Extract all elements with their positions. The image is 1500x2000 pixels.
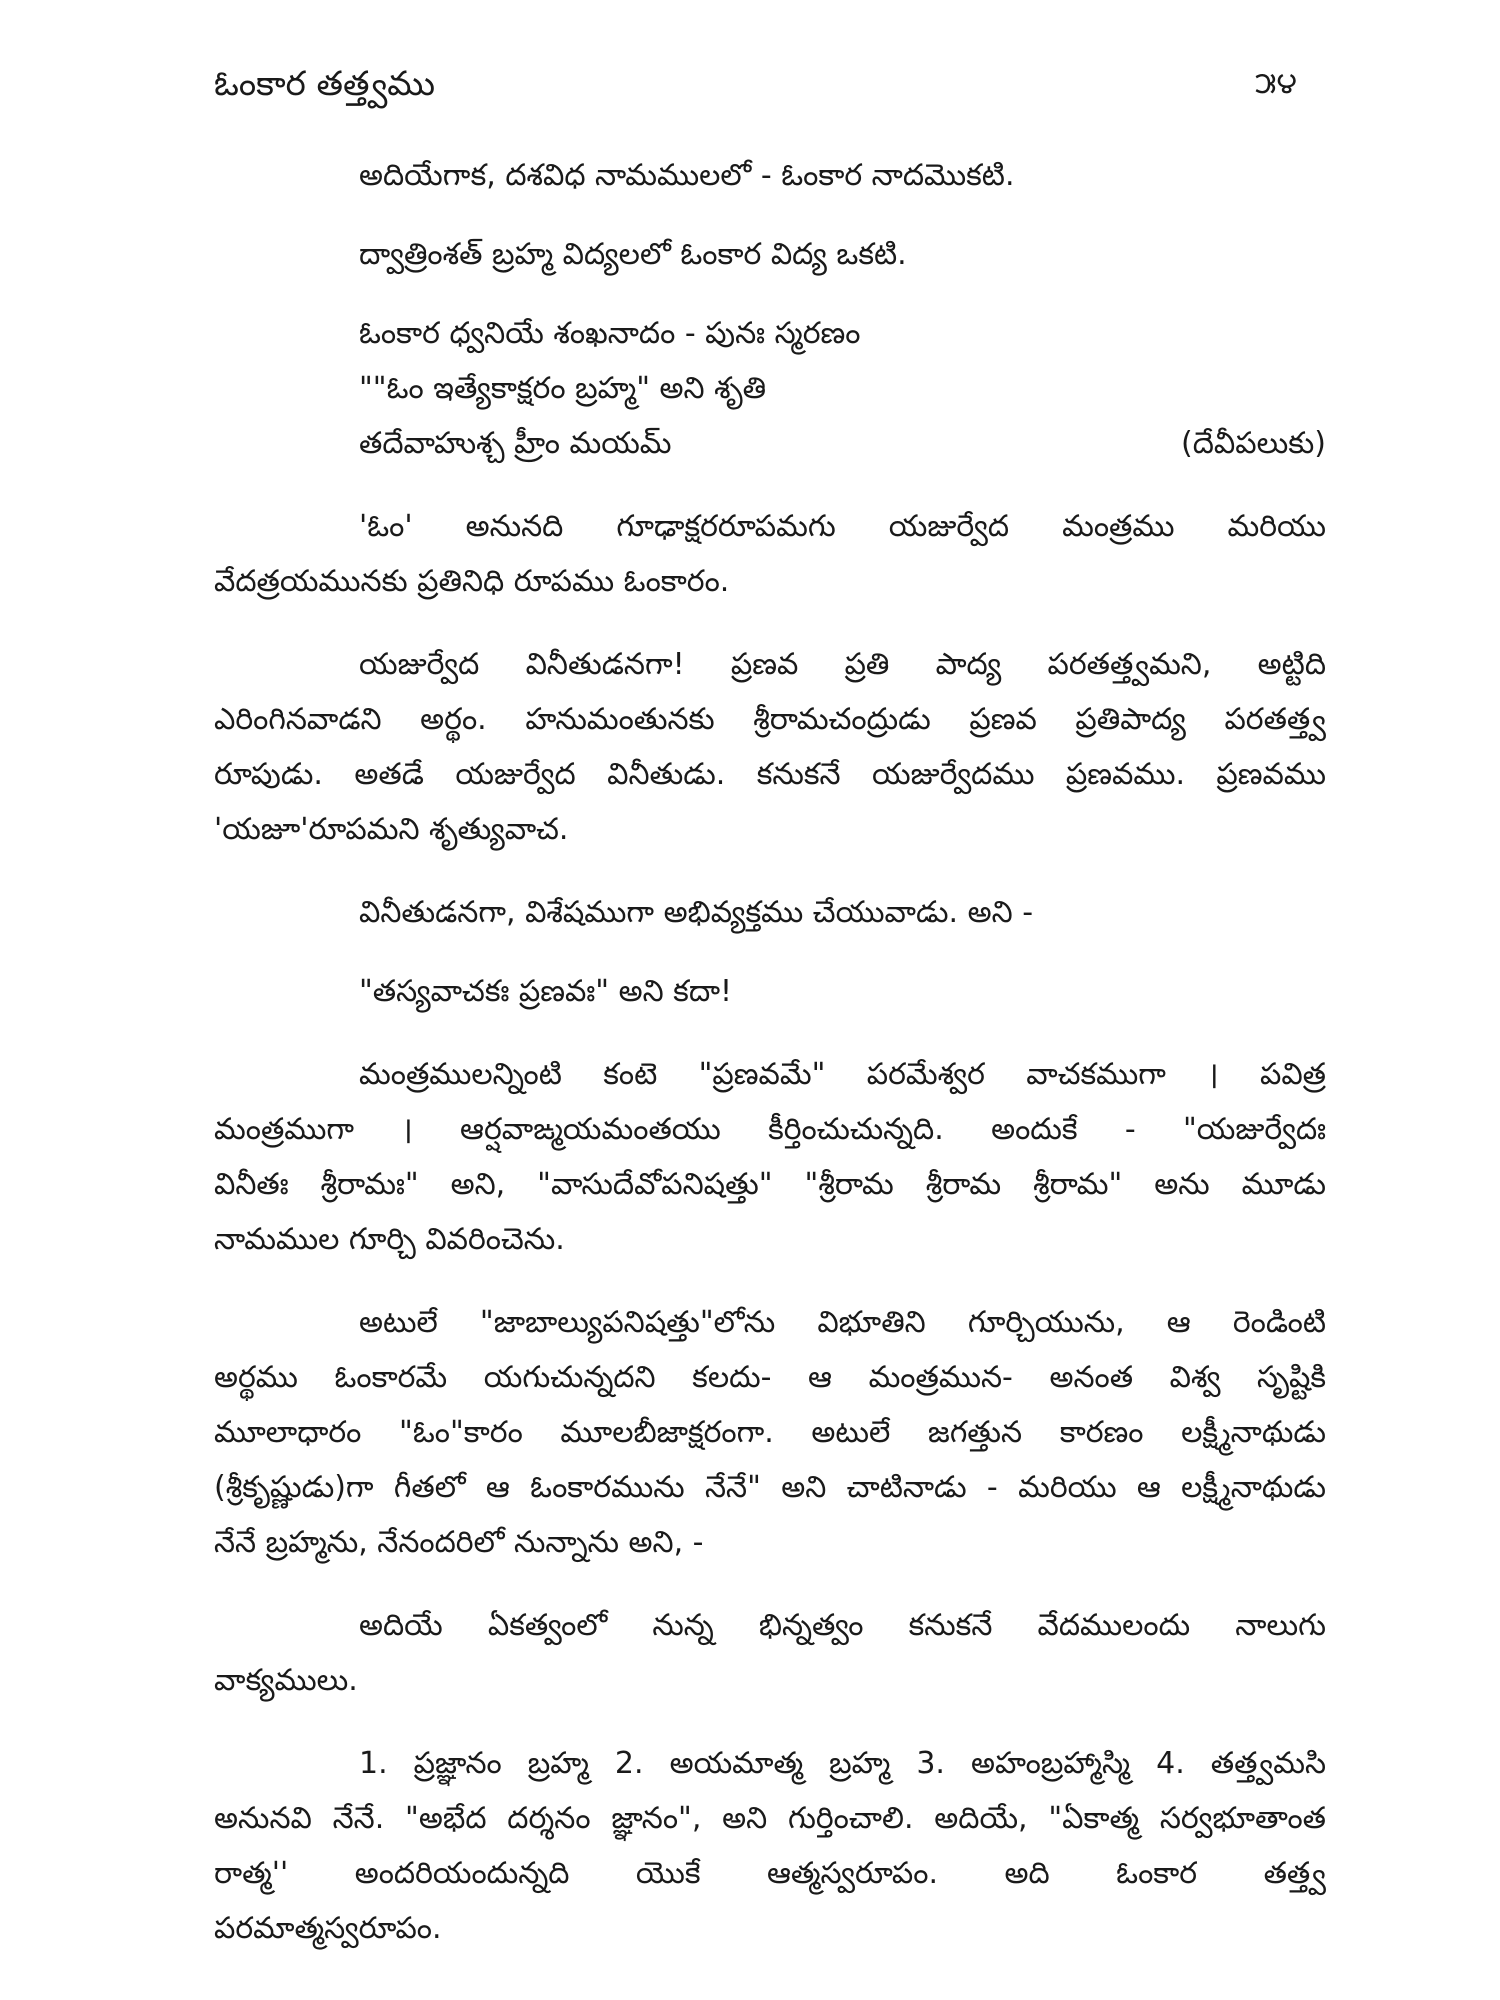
text-line: 'యజూ'రూపమని శృత్యువాచ. (214, 812, 569, 847)
page-number: ౫౪ (1255, 66, 1297, 101)
text-line: రాత్మ'' అందరియందున్నది యొకే ఆత్మస్వరూపం. అది ఓంకార తత్త్వ (214, 1856, 1326, 1891)
text-line: ఎరింగినవాడని అర్థం. హనుమంతునకు శ్రీరామచంద్రుడు ప్రణవ ప్రతిపాద్య పరతత్త్వ (214, 702, 1326, 737)
text-line: యజుర్వేద వినీతుడనగా! ప్రణవ ప్రతి పాద్య పరతత్త్వమని, అట్టిది (359, 647, 1326, 682)
text-line: మంత్రముగా । ఆర్షవాఙ్మయమంతయు కీర్తించుచున్నది. అందుకే - "యజుర్వేదః (214, 1112, 1326, 1147)
text-line: వినీతుడనగా, విశేషముగా అభివ్యక్తము చేయువాడు. అని - (359, 895, 1034, 930)
text-line: మంత్రములన్నింటి కంటె "ప్రణవమే" పరమేశ్వర వాచకముగా । పవిత్ర (359, 1057, 1326, 1092)
text-line: ద్వాత్రింశత్ బ్రహ్మ విద్యలలో ఓంకార విద్య ఒకటి. (359, 237, 907, 272)
text-line: నామముల గూర్చి వివరించెను. (214, 1222, 565, 1257)
text-line: నేనే బ్రహ్మను, నేనందరిలో నున్నాను అని, - (214, 1525, 704, 1560)
text-line: రూపుడు. అతడే యజుర్వేద వినీతుడు. కనుకనే యజుర్వేదము ప్రణవము. ప్రణవము (214, 757, 1326, 792)
text-line: "తస్యవాచకః ప్రణవః" అని కదా! (359, 974, 733, 1009)
text-line: వేదత్రయమునకు ప్రతినిధి రూపము ఓంకారం. (214, 564, 730, 599)
text-line: అదియేగాక, దశవిధ నామములలో - ఓంకార నాదమొకటి. (359, 158, 1015, 193)
text-line: వినీతః శ్రీరామః" అని, "వాసుదేవోపనిషత్తు" "శ్రీరామ శ్రీరామ శ్రీరామ" అను మూడు (214, 1167, 1326, 1202)
verse-text: తదేవాహుశ్చ హ్రీం మయమ్ (359, 426, 672, 461)
text-line: అర్థము ఓంకారమే యగుచున్నదని కలదు- ఆ మంత్రమున- అనంత విశ్వ సృష్టికి (214, 1360, 1326, 1395)
text-line: 1. ప్రజ్ఞానం బ్రహ్మ 2. అయమాత్మ బ్రహ్మ 3. అహంబ్రహ్మాస్మి 4. తత్త్వమసి (359, 1746, 1326, 1781)
text-line: అదియే ఏకత్వంలో నున్న భిన్నత్వం కనుకనే వేదములందు నాలుగు (359, 1608, 1326, 1643)
text-line: (శ్రీకృష్ణుడు)గా గీతలో ఆ ఓంకారమును నేనే" అని చాటినాడు - మరియు ఆ లక్ష్మీనాథుడు (214, 1470, 1326, 1505)
text-line: ""ఓం ఇత్యేకాక్షరం బ్రహ్మ" అని శృతి (359, 371, 767, 406)
text-line: అనునవి నేనే. "అభేద దర్శనం జ్ఞానం", అని గుర్తించాలి. అదియే, "ఏకాత్మ సర్వభూతాంత (214, 1801, 1326, 1836)
body-text (214, 148, 1326, 1956)
text-line: ఓంకార ధ్వనియే శంఖనాదం - పునః స్మరణం (359, 316, 861, 351)
text-line: అటులే "జాబాల్యుపనిషత్తు"లోను విభూతిని గూర్చియును, ఆ రెండింటి (359, 1305, 1326, 1340)
text-line: 'ఓం' అనునది గూఢాక్షరరూపమగు యజుర్వేద మంత్రము మరియు (359, 509, 1326, 544)
text-line: వాక్యములు. (214, 1663, 358, 1698)
verse-line-with-source (214, 416, 1326, 471)
running-title: ఓంకార తత్త్వము (214, 64, 436, 104)
verse-source: (దేవీపలుకు) (1181, 426, 1326, 461)
text-line: పరమాత్మస్వరూపం. (214, 1911, 442, 1946)
text-line: మూలాధారం "ఓం"కారం మూలబీజాక్షరంగా. అటులే జగత్తున కారణం లక్ష్మీనాథుడు (214, 1415, 1326, 1450)
